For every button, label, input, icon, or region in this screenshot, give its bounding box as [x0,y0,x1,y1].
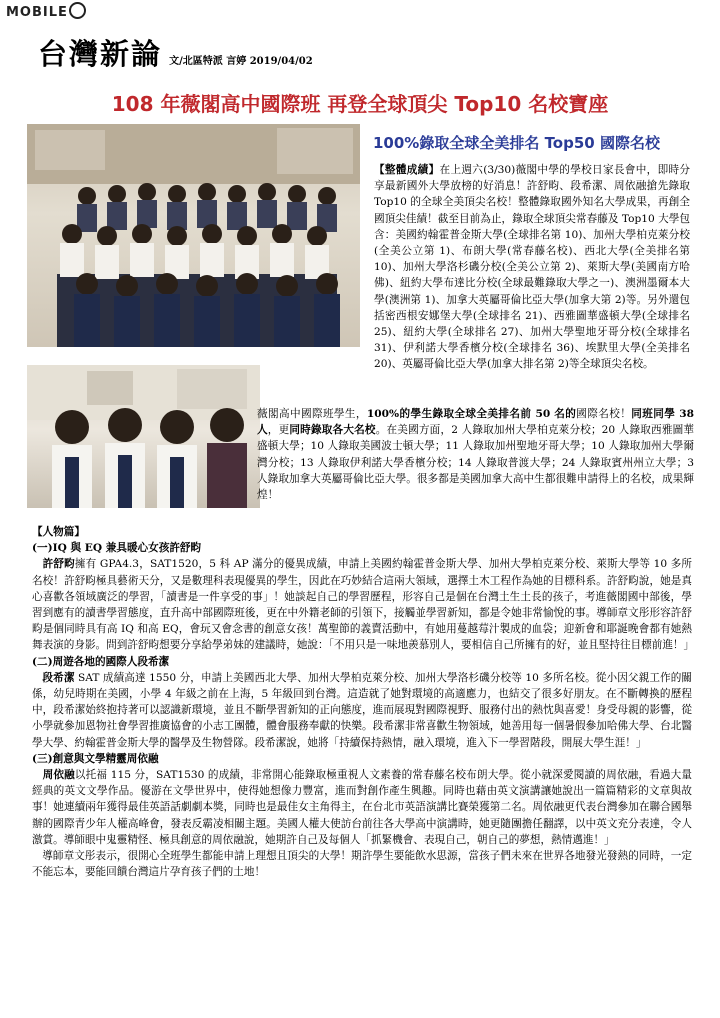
masthead [38,32,313,73]
intro-label: 【整體成績】 [374,164,440,176]
class-group-photo [27,124,360,347]
summary-lead: 薇閣高中國際班學生， [257,408,367,420]
closing-paragraph [32,848,692,880]
subheading: 100%錄取全球全美排名 Top50 國際名校 [373,134,660,152]
summary-bold-1: 100%的學生錄取全球全美排名前 50 名的 [366,408,577,420]
intro-text: 在上週六(3/30)薇閣中學的學校日家長會中，即時分享最新國外大學放榜的好消息！許舒畇、段希潔、周依融搶先錄取 Top10 的全球全美頂尖名校！整體錄取國外知名大學成果，再創全國頂尖佳績！截至目前為止，錄取全球頂尖常春藤及 Top10 大學包含：美國約翰霍普金斯大學(全球排名第 10)、加州大學柏克萊分校(全美公立第 1)、布朗大學(常春藤名校)、西北大學(全美排名第 10)、加州大學洛杉磯分校(全美公立第 2)、萊斯大學(美國南方哈佛)、紐約大學布達比分校(全球最難錄取大學之一)、澳洲墨爾本大學(澳洲第 1)、加拿大英屬哥倫比亞大學(加拿大第 2)等。另外還包括密西根安娜堡大學(全球排名 21)、西雅圖華盛頓大學(全球排名 25)、紐約大學(全球排名 27)、加州大學聖地牙哥分校(全球排名 31)、伊利諾大學香檳分校(全球排名 36)、埃默里大學(全美排名 20)、英屬哥倫比亞大學(加拿大排名第 2)等全球頂尖名校。 [374,164,690,371]
summary-mid-2: ，更 [267,424,290,437]
person-3-name: 周依融 [42,769,75,782]
summary-bold-3: 同時錄取各大名校 [289,424,376,437]
person-2-heading: (二)周遊各地的國際人段希潔 [32,655,170,668]
people-section [32,524,695,880]
person-1-heading: (一)IQ 與 EQ 兼具暖心女孩許舒畇 [32,542,202,555]
closing-text: 導師章文彤表示，很開心全班學生都能申請上理想且頂尖的大學！期許學生要能飲水思源，當孩子們未來在世界各地發光發熱的同時，一定不能忘本，要能回饋台灣這片孕育孩子們的土地！ [32,850,692,879]
intro-paragraph [374,162,690,373]
summary-rest: 。在美國方面，2 人錄取加州大學柏克萊分校；20 人錄取西雅圖華盛頓大學；10 人錄取美國波士頓大學；11 人錄取加州聖地牙哥大學；10 人錄取加州大學爾灣分校；13 人錄取伊利諾大學香檳分校；14 人錄取普渡大學；24 人錄取賓州州立大學；3 人錄取加拿大英屬哥倫比亞大學。很多都是美國加拿大高中生都很難申請得上的名校，成果輝煌！ [257,424,695,502]
person-2-body: SAT 成績高達 1550 分，申請上美國西北大學、加州大學柏克萊分校、加州大學洛杉磯分校等 10 多所名校。從小因父親工作的關係，幼兒時期在美國，小學 4 年級之前在上海，5 年級回到台灣。這造就了她對環境的高適應力，也結交了很多好朋友。在不斷轉換的歷程中，段希潔始終抱持著可以認識新環境，並且不斷學習新知的正向態度，進而展現對國際視野、服務付出的熱忱與喜愛！身受母親的影響，從小學就參加恩物社會學習推廣協會的小志工團體，體會服務奉獻的快樂。段希潔非常喜歡生物領域，她善用每一個暑假參加哈佛大學、台北醫學大學、約翰霍普金斯大學的醫學及生物營隊。段希潔說，她將「持續保持熱情，融入環境，進入下一學習階段，開展大學生涯！」 [32,671,693,749]
person-2-name: 段希潔 [42,671,75,684]
site-logo: MOBILE [6,2,86,20]
summary-paragraph [257,406,694,503]
person-1-name: 許舒畇 [42,558,75,571]
person-3-heading: (三)創意與文學精靈周依融 [32,752,159,765]
person-3-body: 以托福 115 分，SAT1530 的成績，非常開心能錄取極重視人文素養的常春藤名校布朗大學。從小就深愛閱讀的周依融，看過大量經典的英文文學作品。優游在文學世界中，使得她想像力豐富，進而對創作產生興趣。同時也藉由英文演講讓她說出一篇篇精彩的文章與故事！她連續兩年獲得最佳英語話劇劇本獎，同時也是最佳女主角得主，在台北市英語演講比賽榮獲第二名。周依融更代表台灣參加在聯合國舉辦的國際青少年人權高峰會，發表反霸凌相關主題。美國人權大使訪台前往各大學高中演講時，她更隨團擔任翻譯，以中英文充分表達，令人激賞。導師眼中鬼靈精怪、極具創意的周依融說，她期許自己及每個人「抓緊機會、表現自己，朝自己的夢想，熱情邁進！」 [32,769,692,846]
person-1-text [32,556,695,653]
summary-bold-2: 同班同學 38 人 [257,408,695,437]
masthead-byline: 文/北區特派 言婷 2019/04/02 [169,56,313,67]
headline: 108 年薇閣高中國際班 再登全球頂尖 Top10 名校寶座 [111,92,609,116]
summary-mid-1: 國際名校！ [576,408,632,420]
person-1-body: 擁有 GPA4.3，SAT1520，5 科 AP 滿分的優異成績，申請上美國約翰霍普金斯大學、加州大學柏克萊分校、萊斯大學等 10 多所名校！許舒畇極具藝術天分，又是數理科表現優異的學生，因此在巧妙結合這兩大領域，選擇土木工程作為她的目標科系。許舒畇說，她是真心喜歡各領域廣泛的學習，「讀書是一件享受的事」！她談起自己的學習歷程，形容自己是個在台灣土生土長的孩子，考進薇閣國中部後，學習到應有的讀書學習態度，直升高中部國際班後，更在中外籍老師的引領下，接觸並學習新知，都是令她非常愉悅的事。導師章文彤形容許舒畇是個同時具有高 IQ 和高 EQ，會玩又會念書的創意女孩！萬聖節的義賣活動中，有她用蔓越莓汁製成的血袋；迎新會和耶誕晚會都有她熱舞表演的身影。問到許舒畇想要分享給學弟妹的建議時，她說：「不用只是一味地羨慕別人，要相信自己所擁有的好，並且堅持往目標前進！」 [32,558,695,652]
person-2-text [32,670,692,751]
person-3-text [32,767,692,848]
masthead-title: 台灣新論 [38,37,163,71]
three-students-photo [27,365,260,508]
logo-ring-icon [69,2,86,19]
people-section-title: 【人物篇】 [32,526,85,538]
